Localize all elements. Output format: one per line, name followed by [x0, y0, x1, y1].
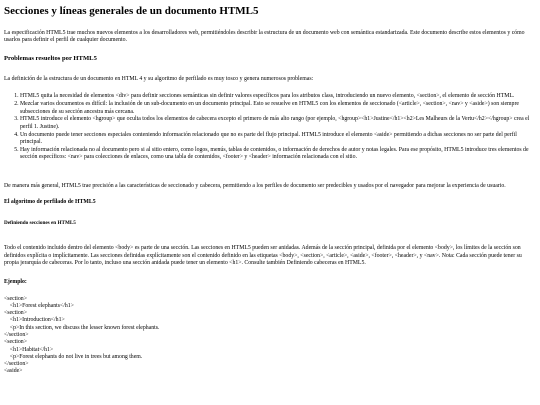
problems-intro: La definición de la estructura de un documento en HTML 4 y su algoritmo de perfilado es muy tosco y genera numerosos problemas: — [4, 75, 314, 82]
code-line: <section> — [4, 310, 27, 317]
code-line: </section> — [4, 331, 29, 338]
code-line: <h1>Introduction</h1> — [4, 317, 65, 324]
problem-item: 3. HTML5 introduce el elemento <hgroup> que oculta todos los elementos de cabecera excepto el primero de más alto rango (por ejemplo, <hgroup><h1>Justine</h1><h2>Les Malheurs de la Vertu</h2></hgroup> crea el perfil 1. Justine). — [20, 116, 536, 131]
code-line: <p>In this section, we discuss the lesser known forest elephants. — [4, 324, 160, 331]
code-line: <h1>Habitat</h1> — [4, 346, 54, 353]
problem-item: 5. Hay información relacionada no al documento pero si al sitio entero, como logos, menús, tablas de contenidos, o información de derechos de autor y notas legales. Para ese propósito, HTML5 introduce tres elementos de sección específicos: <nav> para colecciones de enlaces, como una tabla de contenidos, <footer> y <header> información relacionada con el sitio. — [20, 147, 536, 162]
code-line: <section> — [4, 339, 27, 346]
page-title: Secciones y líneas generales de un documento HTML5 — [4, 5, 259, 17]
code-line: <section> — [4, 295, 27, 302]
code-example — [4, 296, 536, 376]
code-line: <p>Forest elephants do not live in trees but among them. — [4, 353, 143, 360]
defining-sections-paragraph: Todo el contenido incluido dentro del elemento <body> es parte de una sección. Las secciones en HTML5 pueden ser anidadas. Además de la sección principal, definida por el elemento <body>, los límites de la sección son definidos explícita o implícitamente. Las secciones definidas explícitamente son el contenido definido en las etiquetas <body>, <section>, <article>, <aside>, <footer>, <header>, y <nav>. Nota: Cada sección puede tener su propia jerarquía de cabeceras. Por lo tanto, incluso una sección anidada puede tener un elemento <h1>. Consulte también Definiendo cabeceras en HTML5. — [4, 245, 522, 267]
example-heading: Ejemplo: — [4, 278, 27, 285]
problem-item: 4. Un documento puede tener secciones especiales conteniendo información relacionado que no es parte del flujo principal. HTML5 introduce el elemento <aside> permitiendo a dichas secciones no ser parte del perfil principal. — [20, 132, 536, 147]
problem-item: 2. Mezclar varios documentos es difícil: la inclusión de un sub-documento en un documento principal. Esto se resuelve en HTML5 con los elementos de seccionado (<article>, <section>, <nav> y <aside>) son siempre subsecciones de su sección ancestra más cercana. — [20, 101, 536, 116]
code-line: </section> — [4, 361, 29, 368]
intro-paragraph: La especificación HTML5 trae muchos nuevos elementos a los desarrolladores web, permitiéndoles describir la estructura de un documento web con semántica estandarizada. Este documento describe estos elementos y cómo usarlos para definir el perfil de cualquier documento. — [4, 30, 525, 44]
problems-heading: Problemas resueltos por HTML5 — [4, 54, 97, 62]
summary-paragraph: De manera más general, HTML5 trae precisión a las características de seccionado y cabecera, permitiendo a los perfiles de documento ser predecibles y usados por el navegador para mejorar la experiencia de usuario. — [4, 182, 506, 189]
problems-list — [4, 93, 536, 162]
defining-sections-heading: Definiendo secciones en HTML5 — [4, 220, 76, 227]
algorithm-heading: El algoritmo de perfilado de HTML5 — [4, 199, 96, 206]
code-line: <h1>Forest elephants</h1> — [4, 302, 74, 309]
problem-item: 1. HTML5 quita la necesidad de elementos <div> para definir secciones semánticas sin definir valores específicos para los atributos class, introduciendo un nuevo elemento, <section>, el elemento de sección HTML. — [20, 93, 536, 100]
code-line: <aside> — [4, 368, 23, 375]
